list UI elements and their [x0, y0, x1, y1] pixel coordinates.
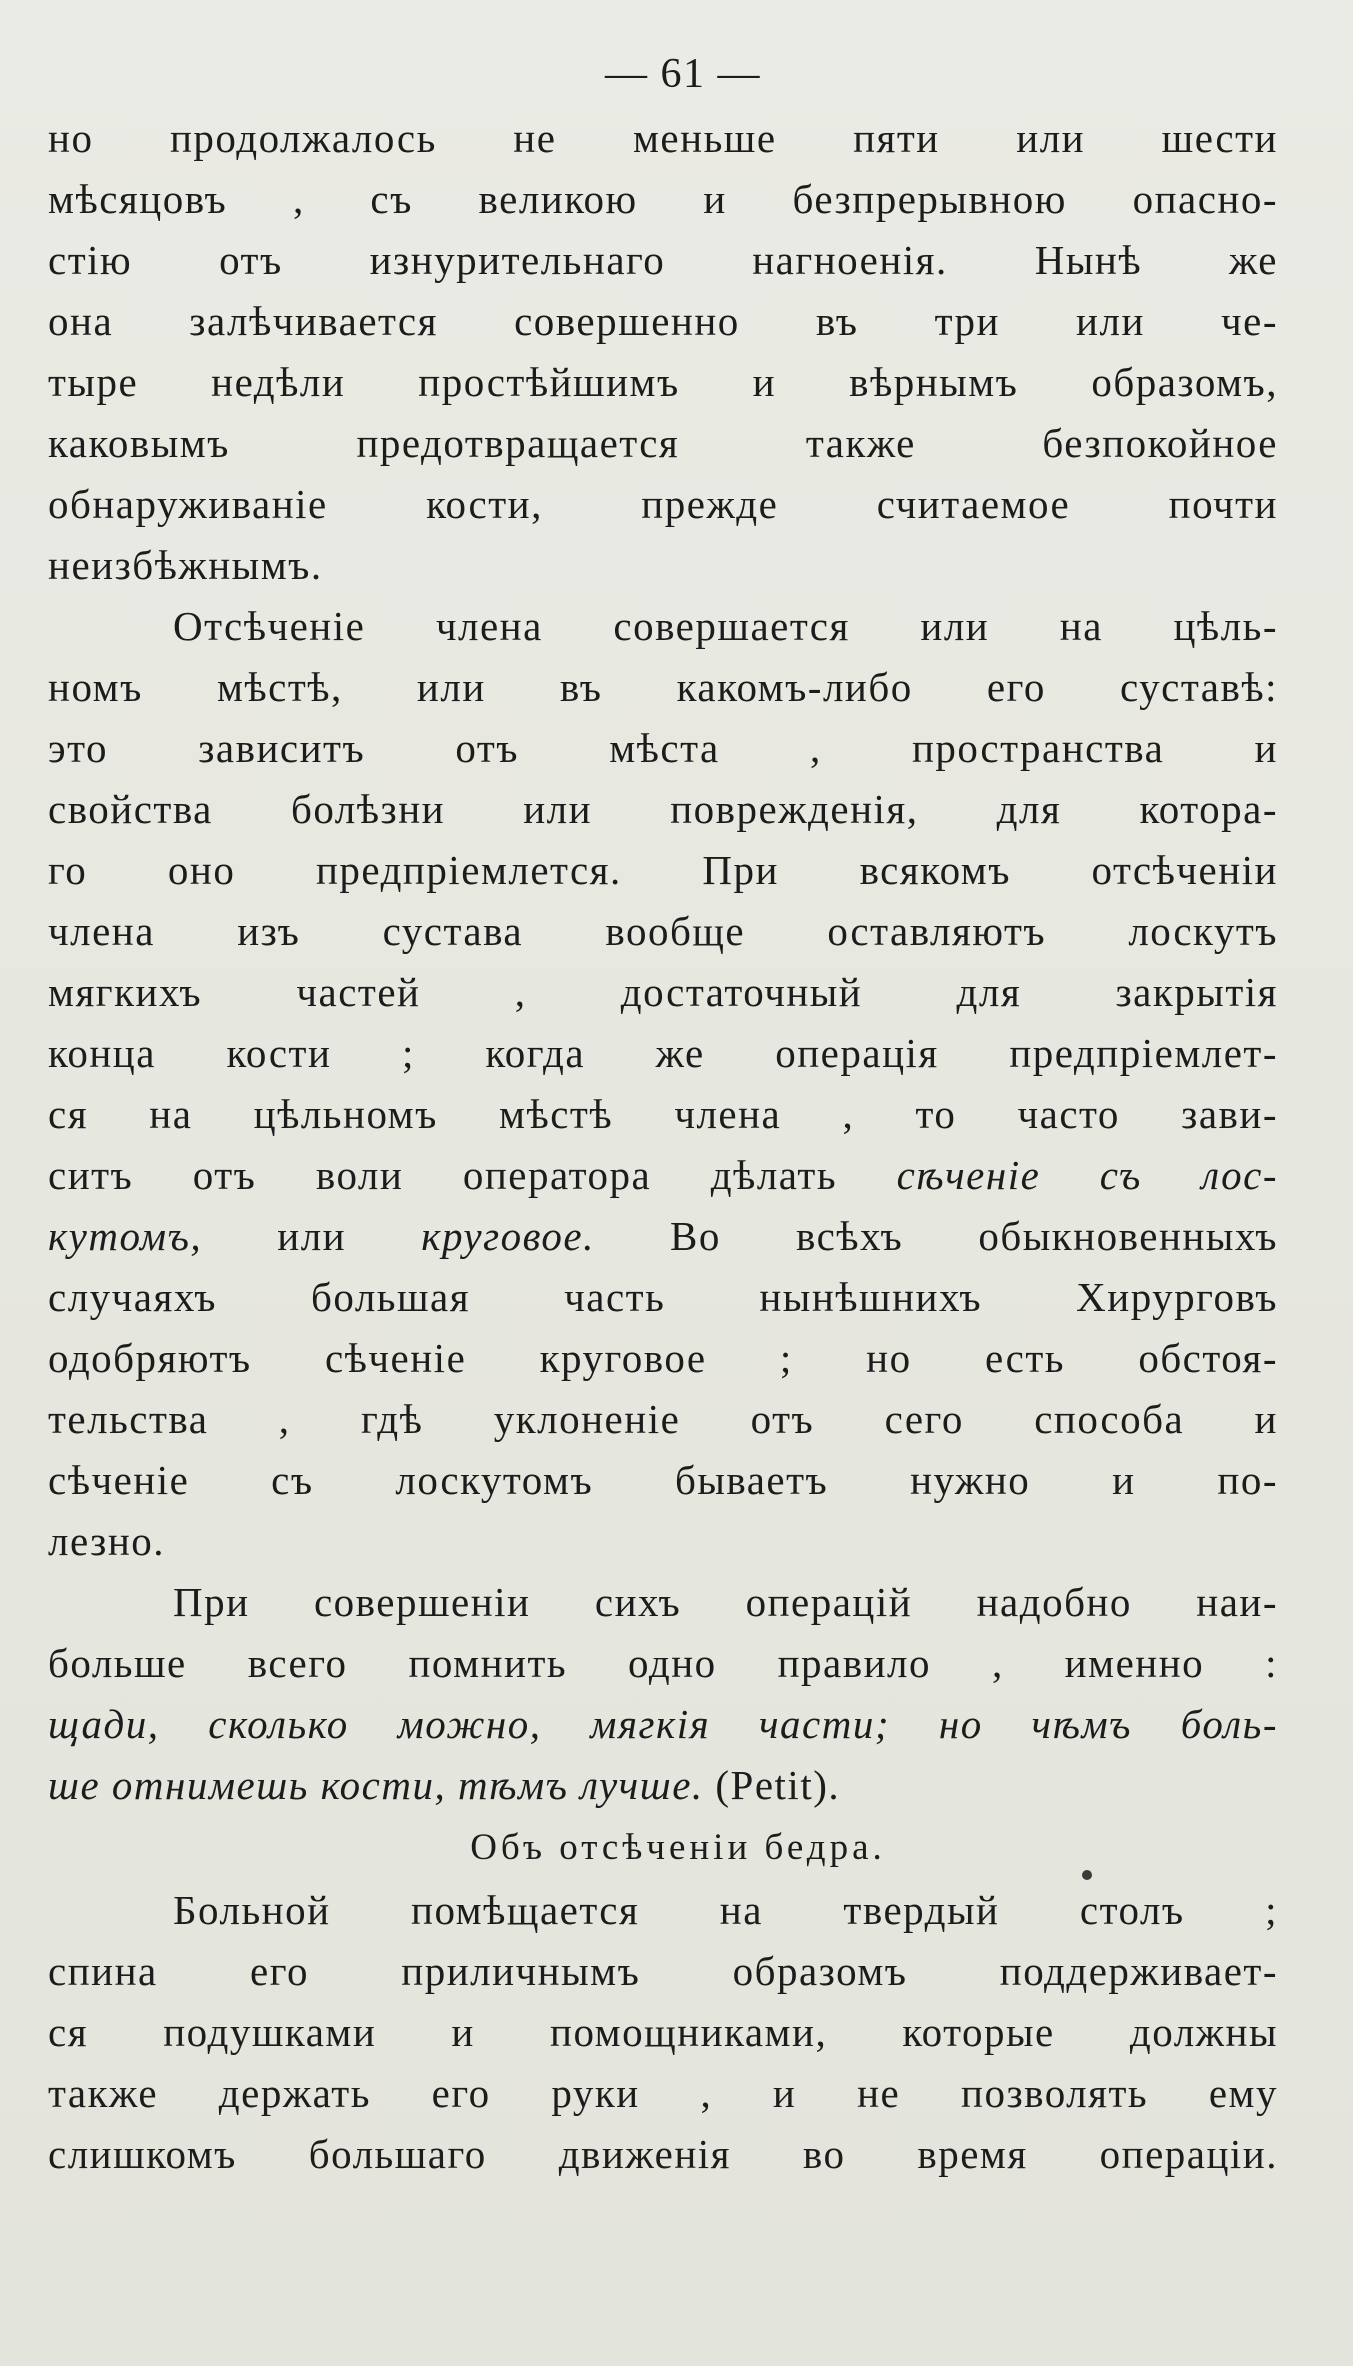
paragraph-3: [48, 1572, 1278, 1816]
text-line: стію отъ изнурительнаго нагноенія. Нынѣ же: [48, 237, 1278, 283]
text-line: обнаруживаніе кости, прежде считаемое почти: [48, 481, 1278, 527]
text-line: одобряютъ сѣченіе круговое ; но есть обстоя-: [48, 1335, 1278, 1381]
text-line-mixed: [48, 1206, 1278, 1267]
text-span: Во всѣхъ обыкновенныхъ: [669, 1213, 1278, 1259]
text-line: это зависитъ отъ мѣста , пространства и: [48, 725, 1278, 771]
italic-term: кутомъ,: [48, 1213, 203, 1259]
text-line: мѣсяцовъ , съ великою и безпрерывною опасно-: [48, 176, 1278, 222]
text-line: члена изъ сустава вообще оставляютъ лоскутъ: [48, 908, 1278, 954]
page-number: — 61 —: [605, 51, 761, 97]
text-line: номъ мѣстѣ, или въ какомъ-либо его суставѣ:: [48, 664, 1278, 710]
citation: (Petit).: [715, 1762, 841, 1808]
text-line-italic: [48, 1694, 1278, 1755]
text-line: спина его приличнымъ образомъ поддерживает-: [48, 1948, 1278, 1994]
text-line: тельства , гдѣ уклоненіе отъ сего способа и: [48, 1396, 1278, 1442]
text-span: или: [277, 1213, 347, 1259]
text-line: Больной помѣщается на твердый столъ ;: [173, 1887, 1278, 1933]
text-line-mixed: [48, 1145, 1278, 1206]
text-line: ся на цѣльномъ мѣстѣ члена , то часто зави-: [48, 1091, 1278, 1137]
section-heading: Объ отсѣченіи бедра.: [470, 1827, 886, 1868]
text-line: лезно.: [48, 1518, 166, 1564]
text-line: Отсѣченіе члена совершается или на цѣль-: [173, 603, 1278, 649]
text-line: конца кости ; когда же операція предпріемлет-: [48, 1030, 1278, 1076]
text-line: ся подушками и помощниками, которые должны: [48, 2009, 1278, 2055]
text-line: слишкомъ большаго движенія во время операціи.: [48, 2131, 1278, 2177]
page-text: [48, 40, 1278, 2185]
text-span: ситъ отъ воли оператора дѣлать: [48, 1152, 838, 1198]
paragraph-2: [48, 596, 1278, 1572]
text-line: каковымъ предотвращается также безпокойное: [48, 420, 1278, 466]
italic-quote: ше отнимешь кости, тѣмъ лучше.: [48, 1762, 704, 1808]
text-line: больше всего помнить одно правило , именно :: [48, 1640, 1278, 1686]
text-line: неизбѣжнымъ.: [48, 542, 323, 588]
text-line: При совершеніи сихъ операцій надобно наи-: [173, 1579, 1278, 1625]
text-line-mixed: [48, 1755, 1278, 1816]
paragraph-4: [48, 1880, 1278, 2185]
text-line: сѣченіе съ лоскутомъ бываетъ нужно и по-: [48, 1457, 1278, 1503]
italic-term: круговое.: [421, 1213, 595, 1259]
italic-term: сѣченіе съ лос-: [896, 1152, 1278, 1198]
text-line: она залѣчивается совершенно въ три или че-: [48, 298, 1278, 344]
text-line: также держать его руки , и не позволять ему: [48, 2070, 1278, 2116]
italic-quote: щади, сколько можно, мягкія части; но чѣмъ боль-: [48, 1701, 1278, 1747]
text-line: тыре недѣли простѣйшимъ и вѣрнымъ образомъ,: [48, 359, 1278, 405]
text-line: случаяхъ большая часть нынѣшнихъ Хирурговъ: [48, 1274, 1278, 1320]
text-line: но продолжалось не меньше пяти или шести: [48, 115, 1278, 161]
text-line: го оно предпріемлется. При всякомъ отсѣченіи: [48, 847, 1278, 893]
paragraph-1: [48, 108, 1278, 596]
text-line: мягкихъ частей , достаточный для закрытія: [48, 969, 1278, 1015]
text-line: свойства болѣзни или поврежденія, для котора-: [48, 786, 1278, 832]
